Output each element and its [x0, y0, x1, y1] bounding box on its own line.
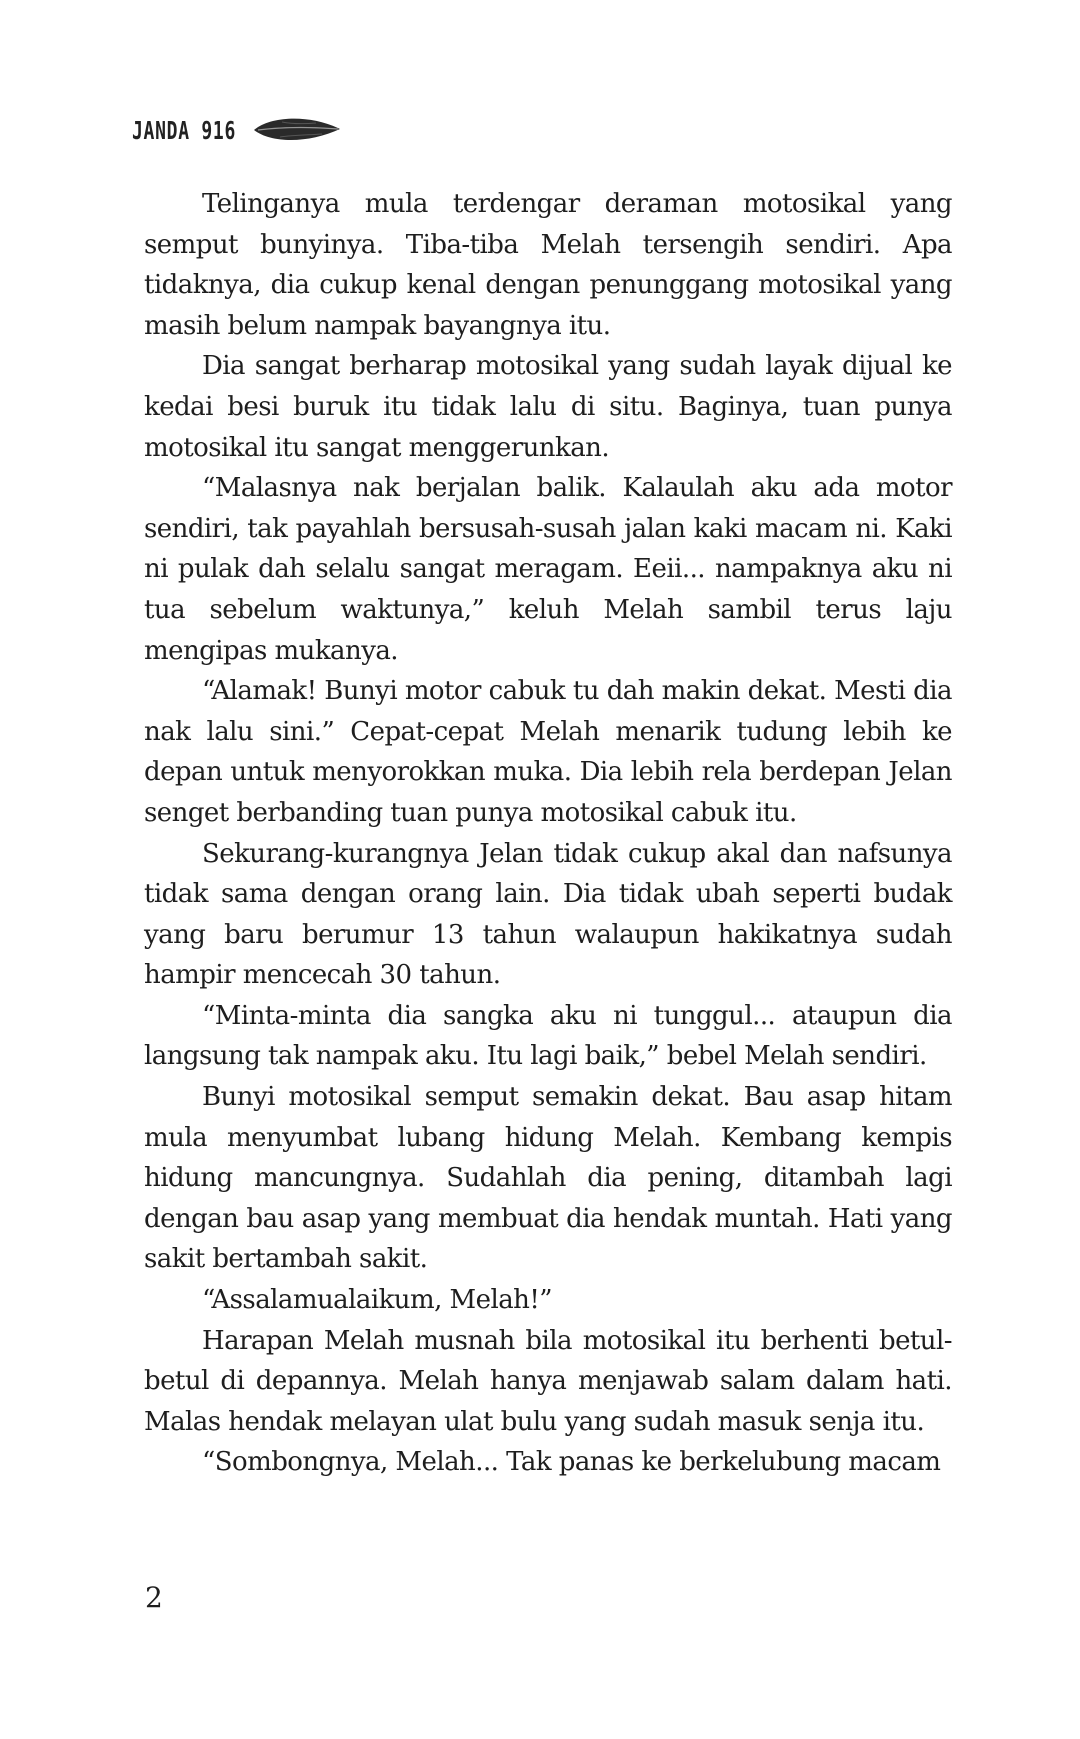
paragraph: “Assalamualaikum, Melah!” [202, 1285, 552, 1316]
paragraph: Dia sangat berharap motosikal yang sudah layak dijual ke kedai besi buruk itu tidak lalu di situ. Baginya, tuan punya motosikal itu sangat menggerunkan. [144, 351, 952, 463]
paragraph: “Sombongnya, Melah... Tak panas ke berkelubung macam [202, 1447, 941, 1478]
running-head [132, 108, 342, 152]
paragraph: Harapan Melah musnah bila motosikal itu berhenti betul-betul di depannya. Melah hanya menjawab salam dalam hati. Malas hendak melayan ulat bulu yang sudah masuk senja itu. [144, 1325, 952, 1437]
page-number: 2 [145, 1581, 163, 1614]
leaf-ornament-icon [252, 112, 342, 148]
book-title: JANDA 916 [132, 115, 237, 145]
paragraph: “Alamak! Bunyi motor cabuk tu dah makin dekat. Mesti dia nak lalu sini.” Cepat-cepat Melah menarik tudung lebih ke depan untuk menyorokkan muka. Dia lebih rela berdepan Jelan senget berbanding tuan punya motosikal cabuk itu. [144, 676, 952, 828]
paragraph: “Malasnya nak berjalan balik. Kalaulah aku ada motor sendiri, tak payahlah bersusah-susah jalan kaki macam ni. Kaki ni pulak dah selalu sangat meragam. Eeii... nampaknya aku ni tua sebelum waktunya,” keluh Melah sambil terus laju mengipas mukanya. [144, 473, 952, 666]
body-text [144, 184, 952, 1483]
paragraph: Telinganya mula terdengar deraman motosikal yang semput bunyinya. Tiba-tiba Melah tersengih sendiri. Apa tidaknya, dia cukup kenal dengan penunggang motosikal yang masih belum nampak bayangnya itu. [144, 189, 952, 341]
paragraph: “Minta-minta dia sangka aku ni tunggul... ataupun dia langsung tak nampak aku. Itu lagi baik,” bebel Melah sendiri. [144, 1000, 952, 1072]
paragraph: Bunyi motosikal semput semakin dekat. Bau asap hitam mula menyumbat lubang hidung Melah. Kembang kempis hidung mancungnya. Sudahlah dia pening, ditambah lagi dengan bau asap yang membuat dia hendak muntah. Hati yang sakit bertambah sakit. [144, 1082, 952, 1275]
paragraph: Sekurang-kurangnya Jelan tidak cukup akal dan nafsunya tidak sama dengan orang lain. Dia tidak ubah seperti budak yang baru berumur 13 tahun walaupun hakikatnya sudah hampir mencecah 30 tahun. [144, 838, 952, 991]
